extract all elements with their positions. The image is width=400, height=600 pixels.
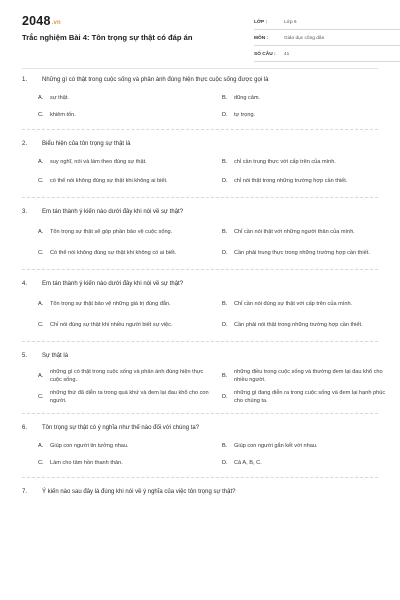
option-a[interactable] [38,368,210,384]
question-list [22,76,386,504]
question-5 [22,352,386,414]
option-b[interactable] [222,156,394,168]
option-letter: A. [38,443,44,449]
logo-number: 2048 [22,14,51,28]
option-letter: D. [222,250,228,256]
option-text: sự thật. [50,95,69,101]
option-letter: C. [38,250,44,256]
option-c[interactable] [38,109,210,121]
option-letter: D. [222,460,228,466]
question-text [22,76,378,85]
option-text: tự trọng. [234,112,256,118]
option-letter: D. [222,322,228,328]
option-text: Tôn trọng sự thật bảo vệ những giá trị đúng đắn. [50,301,171,307]
question-number: 1. [22,77,28,83]
meta-row-count [254,48,400,62]
question-text [22,352,378,361]
option-b[interactable] [222,224,394,240]
option-d[interactable] [222,457,394,469]
question-2 [22,140,378,198]
meta-row-class [254,16,400,30]
question-number: 5. [22,353,28,359]
question-text [22,488,378,497]
option-letter: B. [222,159,228,165]
question-text [22,208,378,217]
option-list [22,296,378,333]
option-letter: A. [38,373,44,379]
option-letter: C. [38,178,44,184]
question-text [22,424,378,433]
option-letter: C. [38,112,44,118]
option-c[interactable] [38,457,210,469]
option-letter: A. [38,229,44,235]
option-b[interactable] [222,92,394,104]
meta-label: MÔN : [254,36,269,41]
option-letter: D. [222,394,228,400]
option-text: Cần phải trung thực trong những trường hợp cần thiết. [234,250,370,256]
question-divider [22,197,378,198]
meta-value: 41 [284,52,290,57]
option-text: Giúp con người tin tưởng nhau. [50,443,129,449]
question-text [22,140,378,149]
question-7 [22,488,378,497]
option-a[interactable] [38,296,210,312]
option-list [22,224,378,261]
option-letter: D. [222,112,228,118]
option-letter: B. [222,229,228,235]
question-1 [22,76,378,130]
meta-label: LỚP : [254,20,268,25]
option-list [22,92,378,121]
option-a[interactable] [38,92,210,104]
option-text: những gì đang diễn ra trong cuộc sống và đem lại hạnh phúc cho chúng ta. [234,390,386,404]
option-letter: A. [38,301,44,307]
option-d[interactable] [222,389,394,405]
question-6 [22,424,378,478]
option-letter: C. [38,394,44,400]
option-letter: C. [38,322,44,328]
option-text: Tôn trọng sự thật sẽ góp phần bảo vệ cuộc sống. [50,229,173,235]
question-divider [22,269,378,270]
option-c[interactable] [38,173,210,189]
option-letter: B. [222,443,228,449]
option-letter: B. [222,301,228,307]
option-b[interactable] [222,368,394,384]
option-letter: C. [38,460,44,466]
question-number: 7. [22,489,28,495]
question-prompt: Biểu hiện của tôn trọng sự thật là [42,141,131,147]
option-text: dũng cảm. [234,95,261,101]
option-list [22,156,378,189]
page-title: Trắc nghiệm Bài 4: Tôn trọng sự thật có đáp án [22,33,193,42]
option-text: Cần phải nói thật trong những trường hợp cần thiết. [234,322,363,328]
option-letter: A. [38,95,44,101]
meta-label: SỐ CÂU : [254,52,276,57]
question-prompt: Em tán thành ý kiến nào dưới đây khi nói về sự thật? [42,281,184,287]
option-text: Giúp con người gắn kết với nhau. [234,443,318,449]
option-c[interactable] [38,245,210,261]
option-list [22,368,386,405]
question-prompt: Sự thật là [42,353,69,359]
option-text: Chỉ cần nói đúng sự thật với cấp trên của mình. [234,301,353,307]
question-number: 6. [22,425,28,431]
option-d[interactable] [222,173,394,189]
option-text: Làm cho tâm hồn thanh thản. [50,460,123,466]
option-d[interactable] [222,317,394,333]
quiz-meta [254,16,400,64]
option-text: suy nghĩ, nói và làm theo đúng sự thật. [50,159,147,165]
meta-row-subject [254,32,400,46]
option-text: Chỉ cần nói thật với những người thân của mình. [234,229,355,235]
question-prompt: Ý kiến nào sau đây là đúng khi nói về ý nghĩa của việc tôn trọng sự thật? [42,489,236,495]
question-number: 2. [22,141,28,147]
meta-value: Lớp 6 [284,20,297,25]
option-b[interactable] [222,440,394,452]
site-logo[interactable] [22,14,61,28]
header-divider [22,68,378,69]
option-text: có thể nói không đúng sự thật khi không ai biết. [50,178,168,184]
option-text: những thứ đã diễn ra trong quá khứ và đem lại đau khổ cho con người. [50,390,209,404]
question-prompt: Những gì có thật trong cuộc sống và phản ánh đúng hiện thực cuộc sống được gọi là [42,77,269,83]
question-4 [22,280,378,342]
option-d[interactable] [222,245,394,261]
question-number: 3. [22,209,28,215]
logo-suffix: .vn [51,20,61,26]
option-a[interactable] [38,224,210,240]
option-text: Có thể nói không đúng sự thật khi không có ai biết. [50,250,177,256]
option-d[interactable] [222,109,394,121]
option-a[interactable] [38,440,210,452]
option-text: Cả A, B, C. [234,460,262,466]
question-divider [22,477,378,478]
option-letter: D. [222,178,228,184]
option-text: chỉ cần trung thực với cấp trên của mình. [234,159,336,165]
question-divider [22,413,378,414]
option-text: chỉ nói thật trong những trường hợp cần thiết. [234,178,348,184]
option-letter: B. [222,373,228,379]
option-list [22,440,378,469]
option-letter: A. [38,159,44,165]
question-3 [22,208,378,270]
meta-value: Giáo dục công dân [284,36,325,41]
option-a[interactable] [38,156,210,168]
question-number: 4. [22,281,28,287]
question-divider [22,341,378,342]
option-text: Chỉ nói đúng sự thật khi nhiều người biết sự việc. [50,322,173,328]
page-header [22,14,378,66]
question-prompt: Em tán thành ý kiến nào dưới đây khi nói về sự thật? [42,209,184,215]
option-text: khiêm tốn. [50,112,76,118]
option-letter: B. [222,95,228,101]
option-c[interactable] [38,389,210,405]
question-text [22,280,378,289]
question-divider [22,129,378,130]
option-text: những điều trong cuộc sống và thường đem lại đau khổ cho nhiều người. [234,369,383,383]
option-c[interactable] [38,317,210,333]
question-prompt: Tôn trọng sự thật có ý nghĩa như thế nào đối với chúng ta? [42,425,200,431]
option-b[interactable] [222,296,394,312]
option-text: những gì có thật trong cuộc sống và phản ánh đúng hiện thực cuộc sống. [50,369,204,383]
